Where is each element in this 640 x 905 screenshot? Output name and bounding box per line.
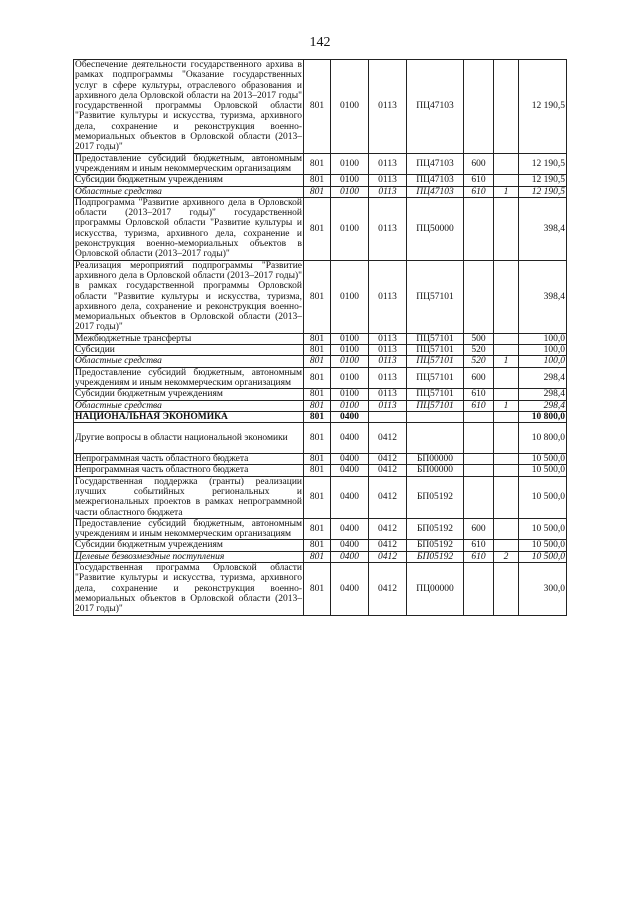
cell-amount: 10 500,0: [519, 518, 567, 540]
cell-target-article: ПЦ00000: [407, 563, 464, 615]
cell-grbs: 801: [304, 518, 331, 540]
cell-name: Обеспечение деятельности государственного архива в рамках подпрограммы "Оказание государственных услуг в сфере культуры, отраслевого образования и архивного дела Орловской области на 2013–2017 годы" государственной программы Орловской области "Развитие культуры и искусства, туризма, архивного дела, сохранение и реконструкция военно-мемориальных объектов в Орловской области (2013–2017 годы)": [75, 60, 302, 153]
cell-grbs: 801: [304, 345, 331, 356]
cell-amount: 398,4: [519, 260, 567, 333]
cell-name: Субсидии бюджетным учреждениям: [74, 389, 304, 400]
cell-grbs: 801: [304, 153, 331, 175]
table-row: [74, 356, 567, 367]
cell-source: [494, 333, 519, 344]
cell-grbs: 801: [304, 423, 331, 454]
cell-subsection: 0113: [369, 356, 407, 367]
cell-section: 0100: [331, 400, 369, 411]
cell-grbs: 801: [304, 367, 331, 389]
cell-amount: 298,4: [519, 389, 567, 400]
cell-amount: 298,4: [519, 367, 567, 389]
table-row: [74, 563, 567, 615]
cell-source: [494, 518, 519, 540]
cell-section: 0400: [331, 423, 369, 454]
cell-target-article: ПЦ47103: [407, 175, 464, 186]
cell-expense-type: [464, 260, 494, 333]
cell-source: [494, 389, 519, 400]
table-row: [74, 411, 567, 422]
cell-section: 0400: [331, 540, 369, 551]
cell-expense-type: 600: [464, 518, 494, 540]
table-row: [74, 540, 567, 551]
cell-name: Областные средства: [74, 400, 304, 411]
cell-section: 0400: [331, 551, 369, 562]
cell-target-article: ПЦ57101: [407, 367, 464, 389]
cell-target-article: ПЦ47103: [407, 153, 464, 175]
cell-amount: 10 500,0: [519, 540, 567, 551]
cell-expense-type: 600: [464, 367, 494, 389]
cell-expense-type: 520: [464, 356, 494, 367]
cell-subsection: 0412: [369, 551, 407, 562]
cell-subsection: 0113: [369, 260, 407, 333]
cell-grbs: 801: [304, 411, 331, 422]
cell-target-article: ПЦ57101: [407, 389, 464, 400]
cell-expense-type: 520: [464, 345, 494, 356]
cell-expense-type: [464, 60, 494, 154]
table-row: [74, 454, 567, 465]
cell-expense-type: 610: [464, 540, 494, 551]
cell-target-article: ПЦ57101: [407, 333, 464, 344]
cell-name: Государственная программа Орловской области "Развитие культуры и искусства, туризма, архивного дела, сохранение и реконструкция военно-мемориальных объектов в Орловской области (2013–2017 годы)": [75, 563, 302, 615]
cell-amount: 100,0: [519, 356, 567, 367]
cell-amount: 10 500,0: [519, 465, 567, 476]
cell-amount: 298,4: [519, 400, 567, 411]
cell-source: [494, 197, 519, 260]
cell-subsection: [369, 411, 407, 422]
cell-expense-type: 610: [464, 400, 494, 411]
table-row: [74, 345, 567, 356]
cell-section: 0100: [331, 186, 369, 197]
cell-amount: 12 190,5: [519, 153, 567, 175]
cell-source: [494, 423, 519, 454]
cell-source: [494, 465, 519, 476]
cell-name: Реализация мероприятий подпрограммы "Развитие архивного дела в Орловской области (2013–2017 годы)" в рамках государственной программы Орловской области "Развитие культуры и искусства, туризма, архивного дела, сохранение и реконструкция военно-мемориальных объектов в Орловской области (2013–2017 годы)": [75, 260, 302, 333]
cell-subsection: 0412: [369, 454, 407, 465]
cell-name: Целевые безвозмездные поступления: [74, 551, 304, 562]
table-row: [74, 465, 567, 476]
table-row: [74, 153, 567, 175]
cell-source: 1: [494, 400, 519, 411]
table-row: [74, 423, 567, 454]
cell-grbs: 801: [304, 465, 331, 476]
cell-expense-type: 610: [464, 551, 494, 562]
cell-grbs: 801: [304, 476, 331, 518]
cell-section: 0100: [331, 333, 369, 344]
cell-expense-type: 600: [464, 153, 494, 175]
cell-subsection: 0412: [369, 563, 407, 615]
budget-table: [73, 59, 567, 616]
cell-target-article: БП05192: [407, 540, 464, 551]
cell-subsection: 0113: [369, 197, 407, 260]
cell-name: Межбюджетные трансферты: [74, 333, 304, 344]
cell-target-article: БП05192: [407, 476, 464, 518]
cell-grbs: 801: [304, 186, 331, 197]
cell-expense-type: 610: [464, 175, 494, 186]
cell-amount: 10 500,0: [519, 476, 567, 518]
cell-source: [494, 260, 519, 333]
cell-target-article: БП00000: [407, 465, 464, 476]
cell-grbs: 801: [304, 60, 331, 154]
cell-section: 0400: [331, 411, 369, 422]
page-number: 142: [309, 35, 331, 50]
cell-target-article: ПЦ57101: [407, 356, 464, 367]
cell-subsection: 0113: [369, 153, 407, 175]
table-row: [74, 175, 567, 186]
cell-source: [494, 345, 519, 356]
table-row: [74, 400, 567, 411]
cell-expense-type: [464, 465, 494, 476]
cell-grbs: 801: [304, 333, 331, 344]
cell-grbs: 801: [304, 563, 331, 615]
cell-source: [494, 411, 519, 422]
cell-target-article: ПЦ47103: [407, 186, 464, 197]
cell-subsection: 0113: [369, 400, 407, 411]
cell-section: 0400: [331, 465, 369, 476]
cell-name: Подпрограмма "Развитие архивного дела в Орловской области (2013–2017 годы)" государственной программы Орловской области "Развитие культуры и искусства, туризма, архивного дела, сохранение и реконструкция военно-мемориальных объектов в Орловской области (2013–2017 годы)": [75, 197, 302, 260]
cell-target-article: ПЦ50000: [407, 197, 464, 260]
cell-expense-type: [464, 411, 494, 422]
table-row: [74, 260, 567, 333]
cell-source: [494, 367, 519, 389]
cell-section: 0400: [331, 518, 369, 540]
cell-source: 2: [494, 551, 519, 562]
table-row: [74, 476, 567, 518]
cell-name: Непрограммная часть областного бюджета: [74, 454, 304, 465]
table-row: [74, 60, 567, 154]
table-row: [74, 197, 567, 260]
cell-source: [494, 454, 519, 465]
cell-source: [494, 563, 519, 615]
cell-grbs: 801: [304, 389, 331, 400]
cell-name: Субсидии бюджетным учреждениям: [74, 540, 304, 551]
cell-target-article: БП05192: [407, 551, 464, 562]
cell-subsection: 0412: [369, 518, 407, 540]
cell-subsection: 0113: [369, 333, 407, 344]
cell-section: 0100: [331, 153, 369, 175]
cell-name: Другие вопросы в области национальной экономики: [74, 423, 304, 454]
cell-target-article: ПЦ57101: [407, 260, 464, 333]
cell-expense-type: 500: [464, 333, 494, 344]
cell-target-article: [407, 411, 464, 422]
cell-amount: 12 190,5: [519, 186, 567, 197]
cell-section: 0400: [331, 476, 369, 518]
cell-grbs: 801: [304, 454, 331, 465]
cell-amount: 398,4: [519, 197, 567, 260]
cell-name: Областные средства: [74, 186, 304, 197]
cell-source: [494, 175, 519, 186]
table-row: [74, 551, 567, 562]
cell-target-article: ПЦ47103: [407, 60, 464, 154]
cell-subsection: 0412: [369, 465, 407, 476]
cell-name: Предоставление субсидий бюджетным, автономным учреждениям и иным некоммерческим организациям: [75, 518, 302, 540]
cell-target-article: БП00000: [407, 454, 464, 465]
cell-amount: 10 800,0: [519, 411, 567, 422]
cell-expense-type: [464, 563, 494, 615]
cell-amount: 10 800,0: [519, 423, 567, 454]
cell-section: 0100: [331, 175, 369, 186]
cell-name: Предоставление субсидий бюджетным, автономным учреждениям и иным некоммерческим организациям: [75, 367, 302, 388]
cell-section: 0100: [331, 345, 369, 356]
cell-name: Предоставление субсидий бюджетным, автономным учреждениям и иным некоммерческим организациям: [75, 153, 302, 174]
cell-expense-type: [464, 197, 494, 260]
cell-amount: 10 500,0: [519, 454, 567, 465]
cell-grbs: 801: [304, 260, 331, 333]
cell-subsection: 0113: [369, 345, 407, 356]
cell-grbs: 801: [304, 540, 331, 551]
cell-name: Государственная поддержка (гранты) реализации лучших событийных региональных и межрегиональных проектов в рамках непрограммной части областного бюджета: [75, 476, 302, 518]
cell-section: 0100: [331, 197, 369, 260]
cell-grbs: 801: [304, 551, 331, 562]
cell-grbs: 801: [304, 356, 331, 367]
cell-target-article: ПЦ57101: [407, 345, 464, 356]
cell-subsection: 0113: [369, 389, 407, 400]
cell-subsection: 0113: [369, 60, 407, 154]
cell-source: 1: [494, 356, 519, 367]
cell-target-article: БП05192: [407, 518, 464, 540]
cell-grbs: 801: [304, 175, 331, 186]
cell-subsection: 0412: [369, 540, 407, 551]
table-row: [74, 518, 567, 540]
cell-amount: 100,0: [519, 345, 567, 356]
cell-name: НАЦИОНАЛЬНАЯ ЭКОНОМИКА: [74, 411, 304, 422]
cell-expense-type: 610: [464, 389, 494, 400]
cell-subsection: 0412: [369, 476, 407, 518]
cell-source: [494, 476, 519, 518]
cell-amount: 100,0: [519, 333, 567, 344]
cell-expense-type: [464, 476, 494, 518]
cell-section: 0100: [331, 356, 369, 367]
table-row: [74, 186, 567, 197]
cell-subsection: 0113: [369, 175, 407, 186]
cell-amount: 12 190,5: [519, 175, 567, 186]
cell-expense-type: 610: [464, 186, 494, 197]
cell-section: 0400: [331, 563, 369, 615]
table-row: [74, 333, 567, 344]
cell-source: [494, 540, 519, 551]
cell-section: 0100: [331, 367, 369, 389]
cell-source: [494, 60, 519, 154]
table-row: [74, 389, 567, 400]
cell-target-article: ПЦ57101: [407, 400, 464, 411]
cell-section: 0100: [331, 260, 369, 333]
cell-expense-type: [464, 454, 494, 465]
cell-amount: 10 500,0: [519, 551, 567, 562]
cell-subsection: 0113: [369, 186, 407, 197]
cell-source: [494, 153, 519, 175]
cell-name: Непрограммная часть областного бюджета: [74, 465, 304, 476]
cell-amount: 300,0: [519, 563, 567, 615]
cell-source: 1: [494, 186, 519, 197]
cell-name: Субсидии бюджетным учреждениям: [74, 175, 304, 186]
cell-grbs: 801: [304, 400, 331, 411]
table-row: [74, 367, 567, 389]
cell-name: Областные средства: [74, 356, 304, 367]
cell-section: 0100: [331, 60, 369, 154]
cell-subsection: 0412: [369, 423, 407, 454]
cell-section: 0100: [331, 389, 369, 400]
cell-amount: 12 190,5: [519, 60, 567, 154]
cell-name: Субсидии: [74, 345, 304, 356]
cell-grbs: 801: [304, 197, 331, 260]
cell-subsection: 0113: [369, 367, 407, 389]
cell-section: 0400: [331, 454, 369, 465]
cell-expense-type: [464, 423, 494, 454]
cell-target-article: [407, 423, 464, 454]
